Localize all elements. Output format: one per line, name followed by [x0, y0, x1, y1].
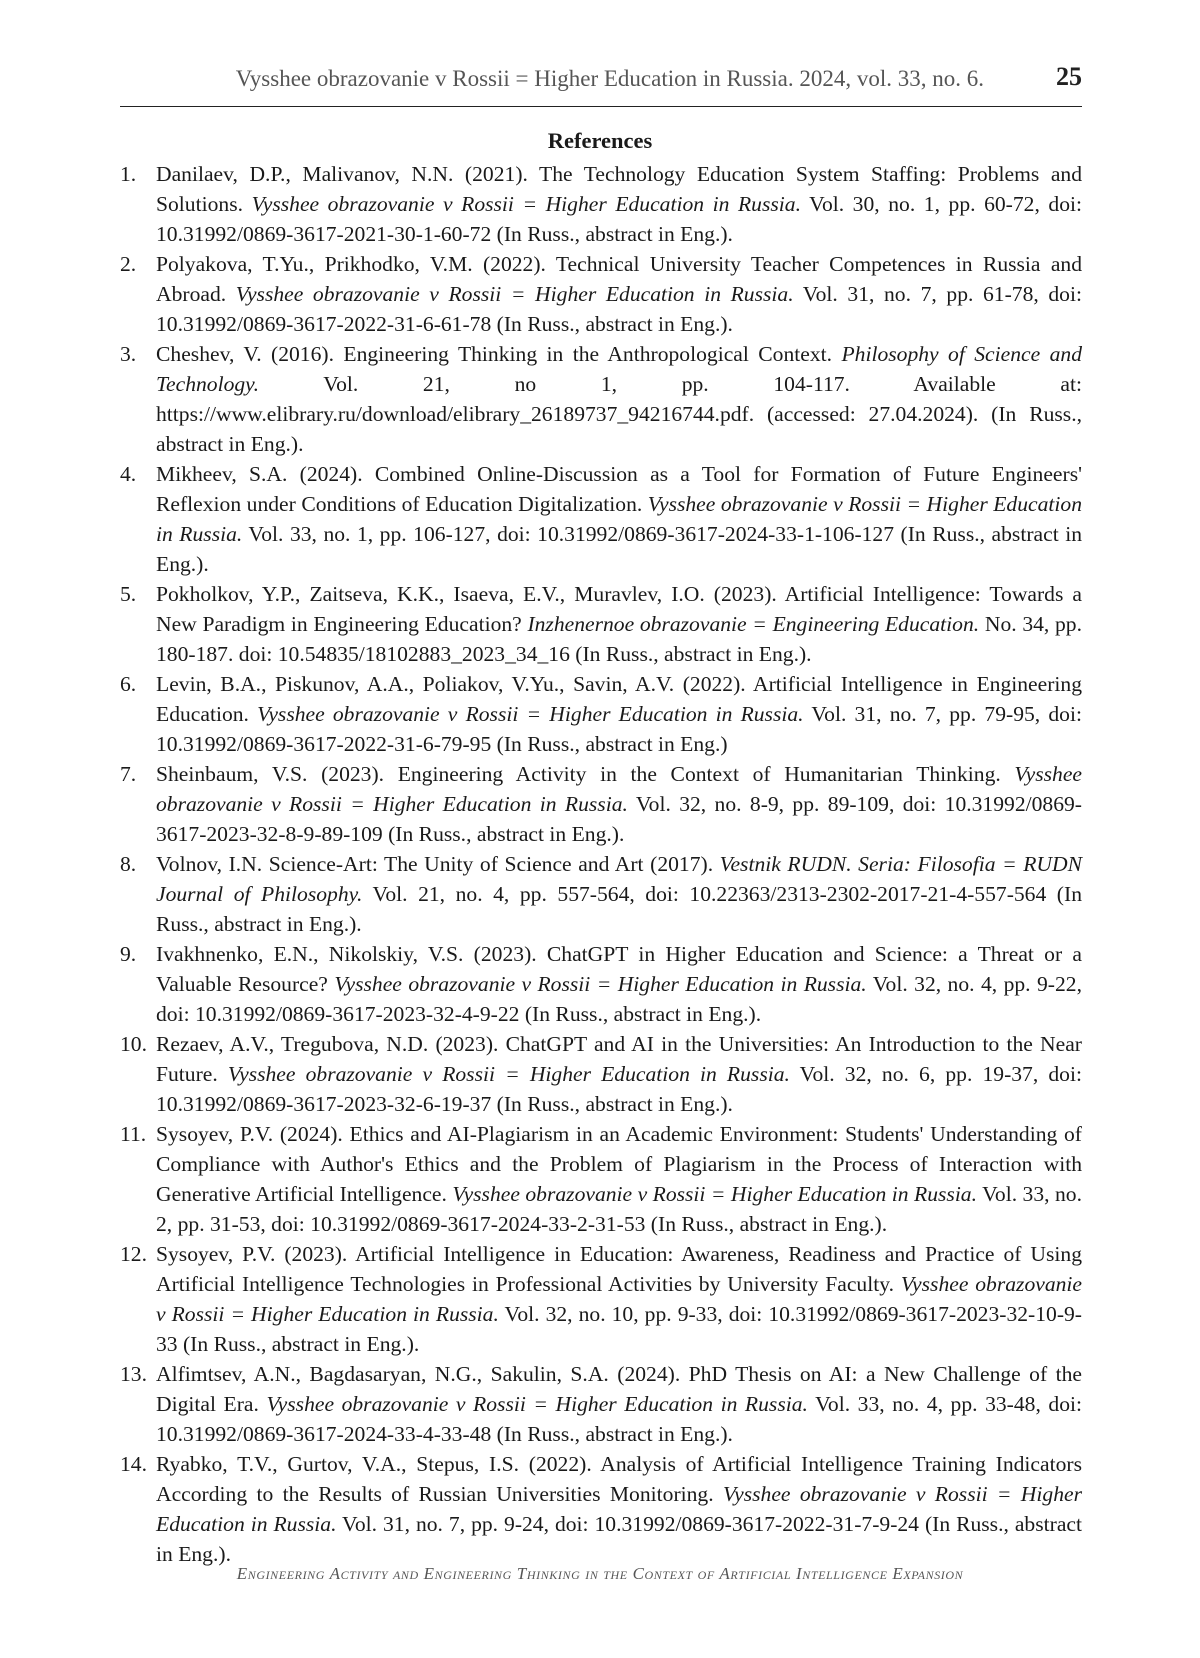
reference-item	[120, 1239, 1082, 1359]
reference-number: 6.	[120, 672, 137, 696]
reference-journal: Vysshee obrazovanie v Rossii = Higher Education in Russia.	[251, 192, 801, 216]
reference-authors-title: Levin, B.A., Piskunov, A.A., Poliakov, V.Yu., Savin, A.V. (2022). Artificial Intelligence in Engineering Education.	[156, 672, 1082, 726]
reference-journal: Vysshee obrazovanie v Rossii = Higher Education in Russia.	[156, 1482, 1082, 1536]
reference-authors-title: Ivakhnenko, E.N., Nikolskiy, V.S. (2023). ChatGPT in Higher Education and Science: a Threat or a Valuable Resource?	[156, 942, 1082, 996]
reference-number: 10.	[120, 1032, 147, 1056]
reference-number: 5.	[120, 582, 137, 606]
reference-item	[120, 1359, 1082, 1449]
reference-number: 7.	[120, 762, 137, 786]
reference-details: Vol. 33, no. 4, pp. 33-48, doi: 10.31992/0869-3617-2024-33-4-33-48 (In Russ., abstract in Eng.).	[156, 1392, 1083, 1446]
reference-authors-title: Rezaev, A.V., Tregubova, N.D. (2023). ChatGPT and AI in the Universities: An Introduction to the Near Future.	[156, 1032, 1082, 1086]
reference-details: Vol. 21, no. 4, pp. 557-564, doi: 10.22363/2313-2302-2017-21-4-557-564 (In Russ., abstract in Eng.).	[156, 882, 1082, 936]
reference-authors-title: Ryabko, T.V., Gurtov, V.A., Stepus, I.S. (2022). Analysis of Artificial Intelligence Training Indicators According to the Results of Russian Universities Monitoring.	[156, 1452, 1082, 1506]
reference-number: 1.	[120, 162, 137, 186]
reference-authors-title: Polyakova, T.Yu., Prikhodko, V.M. (2022). Technical University Teacher Competences in Russia and Abroad.	[156, 252, 1082, 306]
reference-number: 11.	[120, 1122, 147, 1146]
running-header	[120, 60, 1082, 107]
reference-journal: Vysshee obrazovanie v Rossii = Higher Education in Russia.	[257, 702, 804, 726]
reference-journal: Vysshee obrazovanie v Rossii = Higher Education in Russia.	[452, 1182, 978, 1206]
reference-details: Vol. 32, no. 10, pp. 9-33, doi: 10.31992/0869-3617-2023-32-10-9-33 (In Russ., abstract in Eng.).	[156, 1302, 1083, 1356]
reference-authors-title: Danilaev, D.P., Malivanov, N.N. (2021). The Technology Education System Staffing: Problems and Solutions.	[156, 162, 1082, 216]
reference-details: Vol. 21, no 1, pp. 104-117. Available at: https://www.elibrary.ru/download/elibrary_26189737_94216744.pdf. (accessed: 27.04.2024). (In Russ., abstract in Eng.).	[156, 372, 1082, 456]
reference-item	[120, 459, 1082, 579]
reference-details: Vol. 32, no. 6, pp. 19-37, doi: 10.31992/0869-3617-2023-32-6-19-37 (In Russ., abstract in Eng.).	[156, 1062, 1082, 1116]
reference-journal: Vysshee obrazovanie v Rossii = Higher Education in Russia.	[156, 762, 1082, 816]
reference-details: Vol. 32, no. 4, pp. 9-22, doi: 10.31992/0869-3617-2023-32-4-9-22 (In Russ., abstract in Eng.).	[156, 972, 1082, 1026]
reference-item	[120, 339, 1082, 459]
running-footer: Engineering Activity and Engineering Thinking in the Context of Artificial Intelligence Expansion	[236, 1564, 964, 1583]
reference-item	[120, 669, 1082, 759]
reference-authors-title: Alfimtsev, A.N., Bagdasaryan, N.G., Sakulin, S.A. (2024). PhD Thesis on AI: a New Challenge of the Digital Era.	[156, 1362, 1082, 1416]
reference-number: 3.	[120, 342, 137, 366]
reference-journal: Vysshee obrazovanie v Rossii = Higher Education in Russia.	[334, 972, 867, 996]
reference-details: Vol. 31, no. 7, pp. 79-95, doi: 10.31992/0869-3617-2022-31-6-79-95 (In Russ., abstract in Eng.)	[156, 702, 1082, 756]
reference-details: Vol. 33, no. 2, pp. 31-53, doi: 10.31992/0869-3617-2024-33-2-31-53 (In Russ., abstract in Eng.).	[156, 1182, 1082, 1236]
reference-item	[120, 1449, 1082, 1569]
reference-journal: Vestnik RUDN. Seria: Filosofia = RUDN Journal of Philosophy.	[156, 852, 1082, 906]
reference-journal: Vysshee obrazovanie v Rossii = Higher Education in Russia.	[266, 1392, 808, 1416]
reference-number: 2.	[120, 252, 137, 276]
reference-number: 8.	[120, 852, 137, 876]
page-number: 25	[1056, 62, 1082, 91]
reference-journal: Inzhenernoe obrazovanie = Engineering Education.	[527, 612, 980, 636]
references-heading: References	[547, 128, 653, 153]
reference-number: 13.	[120, 1362, 147, 1386]
reference-number: 12.	[120, 1242, 147, 1266]
reference-details: Vol. 32, no. 8-9, pp. 89-109, doi: 10.31992/0869-3617-2023-32-8-9-89-109 (In Russ., abstract in Eng.).	[156, 792, 1082, 846]
reference-journal: Vysshee obrazovanie v Rossii = Higher Education in Russia.	[227, 1062, 790, 1086]
reference-details: Vol. 31, no. 7, pp. 9-24, doi: 10.31992/0869-3617-2022-31-7-9-24 (In Russ., abstract in Eng.).	[156, 1512, 1082, 1566]
reference-journal: Vysshee obrazovanie v Rossii = Higher Education in Russia.	[156, 492, 1082, 546]
reference-item	[120, 159, 1082, 249]
reference-item	[120, 759, 1082, 849]
reference-item	[120, 579, 1082, 669]
header-journal-title: Vysshee obrazovanie v Rossii = Higher Education in Russia. 2024, vol. 33, no. 6.	[235, 66, 984, 91]
reference-authors-title: Pokholkov, Y.P., Zaitseva, K.K., Isaeva, E.V., Muravlev, I.O. (2023). Artificial Intelligence: Towards a New Paradigm in Engineering Education?	[156, 582, 1082, 636]
reference-authors-title: Mikheev, S.A. (2024). Combined Online-Discussion as a Tool for Formation of Future Engineers' Reflexion under Conditions of Education Digitalization.	[156, 462, 1082, 516]
reference-number: 9.	[120, 942, 137, 966]
reference-authors-title: Cheshev, V. (2016). Engineering Thinking in the Anthropological Context.	[156, 342, 842, 366]
reference-item	[120, 249, 1082, 339]
reference-authors-title: Sysoyev, P.V. (2024). Ethics and AI-Plagiarism in an Academic Environment: Students' Understanding of Compliance with Author's Ethics and the Problem of Plagiarism in the Process of Interaction with Generative Artificial Intelligence.	[156, 1122, 1082, 1206]
reference-authors-title: Sheinbaum, V.S. (2023). Engineering Activity in the Context of Humanitarian Thinking.	[156, 762, 1015, 786]
reference-journal: Vysshee obrazovanie v Rossii = Higher Education in Russia.	[156, 1272, 1082, 1326]
reference-details: Vol. 30, no. 1, pp. 60-72, doi: 10.31992/0869-3617-2021-30-1-60-72 (In Russ., abstract in Eng.).	[156, 192, 1082, 246]
reference-item	[120, 1119, 1082, 1239]
reference-journal: Vysshee obrazovanie v Rossii = Higher Education in Russia.	[235, 282, 794, 306]
reference-list	[120, 159, 1082, 1569]
reference-details: Vol. 33, no. 1, pp. 106-127, doi: 10.31992/0869-3617-2024-33-1-106-127 (In Russ., abstract in Eng.).	[156, 522, 1083, 576]
reference-number: 14.	[120, 1452, 147, 1476]
reference-item	[120, 849, 1082, 939]
reference-details: Vol. 31, no. 7, pp. 61-78, doi: 10.31992/0869-3617-2022-31-6-61-78 (In Russ., abstract in Eng.).	[156, 282, 1082, 336]
reference-journal: Philosophy of Science and Technology.	[156, 342, 1082, 396]
reference-number: 4.	[120, 462, 137, 486]
reference-item	[120, 939, 1082, 1029]
reference-authors-title: Sysoyev, P.V. (2023). Artificial Intelligence in Education: Awareness, Readiness and Practice of Using Artificial Intelligence Technologies in Professional Activities by University Faculty.	[156, 1242, 1082, 1296]
reference-details: No. 34, pp. 180-187. doi: 10.54835/18102883_2023_34_16 (In Russ., abstract in Eng.).	[156, 612, 1082, 666]
reference-item	[120, 1029, 1082, 1119]
reference-authors-title: Volnov, I.N. Science-Art: The Unity of Science and Art (2017).	[156, 852, 720, 876]
